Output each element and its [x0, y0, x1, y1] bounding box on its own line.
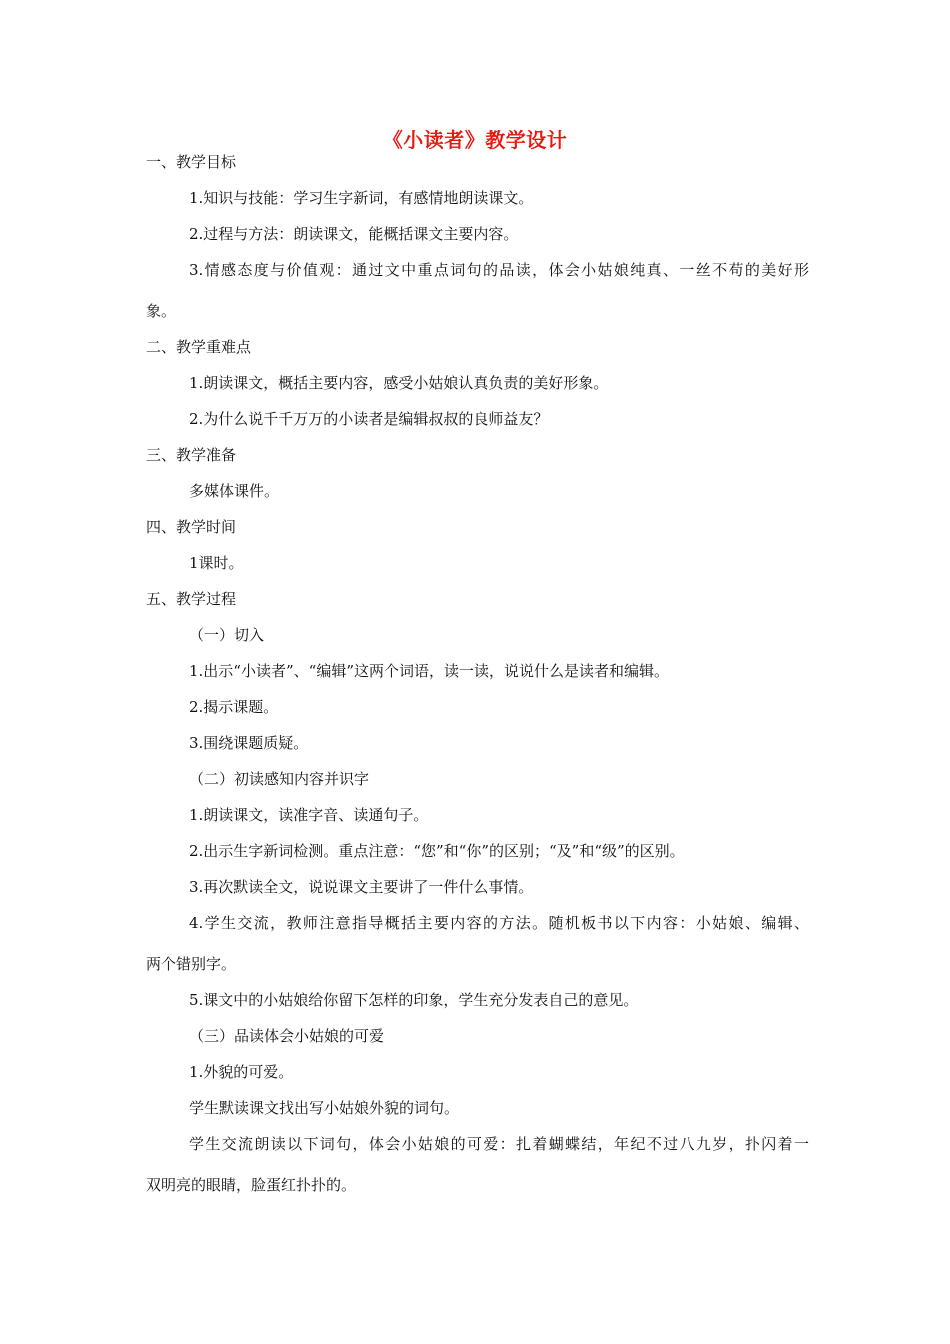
paragraph-line: 1.出示“小读者”、“编辑”这两个词语，读一读，说说什么是读者和编辑。: [189, 662, 669, 680]
section-heading: 二、教学重难点: [146, 338, 252, 356]
section-heading: 一、教学目标: [146, 153, 237, 171]
section-heading: 三、教学准备: [146, 446, 237, 464]
paragraph-line: 两个错别字。: [146, 955, 237, 973]
subsection-heading: （一）切入: [189, 626, 265, 644]
paragraph-line: 学生交流朗读以下词句，体会小姑娘的可爱：扎着蝴蝶结，年纪不过八九岁，扑闪着一: [189, 1135, 809, 1153]
paragraph-line: 2.揭示课题。: [189, 698, 279, 716]
paragraph-line: 1课时。: [189, 554, 244, 572]
paragraph-line: 4.学生交流，教师注意指导概括主要内容的方法。随机板书以下内容：小姑娘、编辑、: [189, 914, 809, 932]
subsection-heading: （二）初读感知内容并识字: [189, 770, 370, 788]
paragraph-line: 5.课文中的小姑娘给你留下怎样的印象，学生充分发表自己的意见。: [189, 991, 639, 1009]
paragraph-line: 1.外貌的可爱。: [189, 1063, 294, 1081]
paragraph-line: 1.知识与技能：学习生字新词，有感情地朗读课文。: [189, 189, 534, 207]
subsection-heading: （三）品读体会小姑娘的可爱: [189, 1027, 385, 1045]
section-heading: 四、教学时间: [146, 518, 237, 536]
paragraph-line: 1.朗读课文，读准字音、读通句子。: [189, 806, 429, 824]
paragraph-line: 3.再次默读全文，说说课文主要讲了一件什么事情。: [189, 878, 534, 896]
paragraph-line: 1.朗读课文，概括主要内容，感受小姑娘认真负责的美好形象。: [189, 374, 609, 392]
paragraph-line: 象。: [146, 302, 177, 320]
paragraph-line: 双明亮的眼睛，脸蛋红扑扑的。: [146, 1176, 357, 1194]
paragraph-line: 2.出示生字新词检测。重点注意：“您”和“你”的区别；“及”和“级”的区别。: [189, 842, 685, 860]
paragraph-line: 3.情感态度与价值观：通过文中重点词句的品读，体会小姑娘纯真、一丝不苟的美好形: [189, 261, 809, 279]
document-title: 《小读者》教学设计: [382, 128, 568, 152]
paragraph-line: 2.为什么说千千万万的小读者是编辑叔叔的良师益友？: [189, 410, 549, 428]
section-heading: 五、教学过程: [146, 590, 237, 608]
paragraph-line: 多媒体课件。: [189, 482, 280, 500]
paragraph-line: 2.过程与方法：朗读课文，能概括课文主要内容。: [189, 225, 519, 243]
paragraph-line: 学生默读课文找出写小姑娘外貌的词句。: [189, 1099, 460, 1117]
paragraph-line: 3.围绕课题质疑。: [189, 734, 309, 752]
